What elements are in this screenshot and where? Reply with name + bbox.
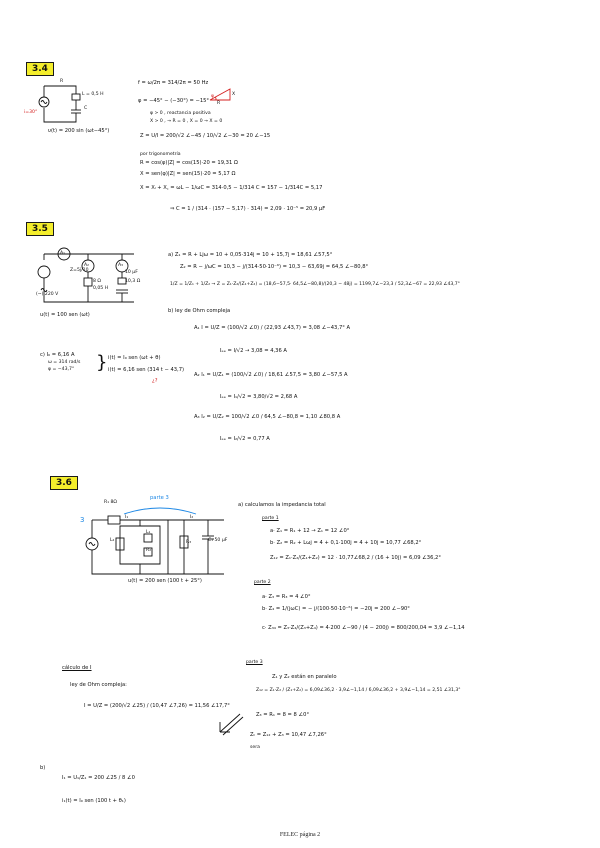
line-3-4-1: φ = −45° − (−30°) = −15° [138,98,210,104]
parte-1-line-0: a· Z₁ = R₁ + 12 → Z₁ = 12 ∠0° [270,528,350,534]
circuit-label-l: L = 0,5 H [82,92,104,97]
parte-3-label: parte 3 [150,495,169,501]
section-tag-3-6: 3.6 [50,476,78,490]
source-equation-3-6: u(t) = 200 sen (100 t + 25°) [128,578,202,584]
line-3-4-5: por trigonometría [140,152,181,157]
part-a-3-5-1: Z₂ = R − j/ωC = 10,3 − j/(314·50·10⁻⁶) = 10,3 − 63,69j = 64,5 ∠−80,8° [180,264,369,270]
parte-3-line-0: Z₁ y Z₂ están en paralelo [272,674,337,680]
part-b-3-5-5: Iₑₑ = I₂/√2 = 0,77 A [220,436,270,442]
circuit-diagram-3-4 [36,80,96,128]
line-3-4-9: ⇒ C = 1 / (314 · (157 − 5,17) · 314) = 2,09 · 10⁻⁵ = 20,9 μF [170,206,326,212]
ammeter-a1-label: A₁ [60,251,65,256]
parte-2-label: parte 2 [254,580,271,585]
circuit-label-r1: R₁ 8Ω [104,500,117,505]
circuit-label-103ohm: 10,3 Ω [125,279,141,284]
line-3-4-4: Z = U/I = 200/√2 ∠−45 / 10/√2 ∠−30 = 20 ∠−15 [140,133,271,139]
circuit-label-i1: I₁ [125,515,129,520]
part-a-heading-3-6: a) calculamos la impedancia total [238,502,326,508]
parte-3-label-b: parte 3 [246,660,263,665]
part-b-3-5-3: Iₑₑ = I₁/√2 = 3,80/√2 = 2,68 A [220,394,298,400]
parte-1-line-1: b· Z₂ = R₂ + Lωj = 4 + 0,1·100j = 4 + 10j = 10,77 ∠68,2° [270,540,422,546]
circuit-label-r3: R₃ [186,540,192,545]
intensidad-sub: ley de Ohm compleja: [70,682,127,688]
line-3-4-2: φ > 0 , reactancia positiva [150,111,211,116]
page-footer: FELEC página 2 [279,832,321,838]
part-b-3-6-0: I₁ = U₁/Z₁ = 200 ∠25 / 8 ∠0 [62,775,135,781]
parte-3-line-3: Zₜ = Z₁₂ + Z₃ = 10,47 ∠7,26° [250,732,327,738]
line-3-4-0: f = ω/2π = 314/2π = 50 Hz [138,80,209,86]
parte-3-bracket [120,500,200,516]
circuit-label-c: C [84,106,88,111]
line-3-4-3: X > 0 , → R = 0 , X = 0 → X = 0 [150,119,223,124]
circuit-label-r: R [60,79,64,84]
arrow-left [214,712,244,736]
brace: } [96,352,108,373]
part-b-3-5-1: Iₑₑ = I/√2 → 3,08 = 4,36 A [220,348,287,354]
part-c-3-5-1: ω = 314 rad/s [48,360,81,365]
circuit-label-3: 3 [80,516,85,524]
part-c-3-5-0: c) I₀ = 6,16 A [40,352,75,358]
parte-2-line-0: a· Z₃ = R₃ = 4 ∠0° [262,594,311,600]
ammeter-a3-label: A₃ [118,263,123,268]
line-3-4-6: R = cos(φ)|Z| = cos(15)·20 = 19,31 Ω [140,160,238,166]
parte-1-label: parte 1 [262,516,279,521]
parte-2-line-1: b· Z₄ = 1/(jωC) = − j/(100·50·10⁻⁶) = −20j = 200 ∠−90° [262,606,410,612]
parte-2-line-2: c· Z₃₄ = Z₃·Z₄/(Z₃+Z₄) = 4·200 ∠−90 / (4 − 200j) = 800/200,04 = 3,9 ∠−1,14 [262,625,465,631]
circuit-label-220v: (~) 220 V [36,292,59,297]
circuit-label-c1: C₁ 50 μF [208,538,228,543]
part-b-3-5-0: A₁ I = U/Z = (100/√2 ∠0) / (22,93 ∠43,7) = 3,08 ∠−43,7° A [194,325,351,331]
source-equation-3-4: υ(t) = 200 sin (ωt−45°) [48,128,110,134]
part-c-result-1: i(t) = 6,16 sen (314 t − 43,7) [108,367,185,373]
ammeter-a2-label: A₂ [84,263,89,268]
intensidad-equation: I = U/Z = (200/√2 ∠25) / (10,47 ∠7,26) = 11,56 ∠17,7° [84,703,230,709]
line-3-4-8: X = Xₗ + X꜀ = ωL − 1/ωC = 314·0,5 − 1/314 C = 157 − 1/314C = 5,17 [140,185,323,191]
part-c-3-5-2: φ = −43,7° [48,367,75,372]
part-b-3-6-1: i₁(t) = I₀ sen (100 t + θ₁) [62,798,126,804]
parte-1-line-2: Z₁₂ = Z₁·Z₂/(Z₁+Z₂) = 12 · 10,77∠68,2 / (16 + 10j) = 6,09 ∠36,2° [270,555,441,561]
part-b-heading-3-5: b) ley de Ohm compleja [168,308,231,314]
part-b-3-5-2: A₂ I₁ = U/Z₁ = (100/√2 ∠0) / 18,61 ∠57,5 = 3,80 ∠−57,5 A [194,372,348,378]
part-b-3-5-4: A₃ I₂ = U/Z₂ = 100/√2 ∠0 / 64,5 ∠−80,8 = 1,10 ∠80,8 A [194,414,341,420]
circuit-label-l2: L₂ [110,538,115,543]
part-a-3-5-0: a) Z₁ = R + Ljω = 10 + 0,05·314j = 10 + 15,7j = 18,61 ∠57,5° [168,252,333,258]
circuit-label-005h: 0,05 H [93,286,109,291]
circuit-label-z: Z=5j/10 [70,268,89,273]
section-tag-3-5: 3.5 [26,222,54,236]
circuit-label-l1: L₁ [146,530,151,535]
part-a-3-5-2: 1/Z = 1/Z₁ + 1/Z₂ → Z = Z₁·Z₂/(Z₁+Z₂) = (18,6−57,5· 64,5∠−80,8)/(20,3 − 48j) = 1199,7∠−23,3 / 52,3∠−67 = 22,93 ∠43,7° [170,282,460,287]
part-c-result-0: i(t) = I₀ sen (ωt + θ) [108,355,161,361]
part-c-note: ¿? [152,378,158,384]
triangle-label-r: R [217,101,221,106]
parte-3-note: sera [250,745,260,750]
parte-3-line-2: Z₃ = R₁ = 8 = 8 ∠0° [256,712,310,718]
intensidad-heading: cálculo de I [62,665,92,671]
parte-3-line-1: Z₁₂ = Z₁·Z₂ / (Z₁+Z₂) = 6,09∠36,2 · 3,9∠−1,14 / 6,09∠36,2 + 3,9∠−1,14 = 2,51 ∠31,3° [256,688,461,693]
part-b-label-3-6: b) [40,765,46,771]
circuit-label-r2: R₂ [146,548,152,553]
circuit-label-10uf: 10 μF [125,270,138,275]
section-tag-3-4: 3.4 [26,62,54,76]
circuit-label-i2: I₂ [190,515,194,520]
triangle-label-x: X [232,92,236,97]
circuit-label-8ohm: 8 Ω [93,279,101,284]
source-equation-3-5: u(t) = 100 sen (ωt) [40,312,90,318]
line-3-4-7: X = sen(φ)|Z| = sen(15)·20 = 5,17 Ω [140,171,236,177]
circuit-label-current: i=30° [24,110,38,115]
triangle-label-phi: φ [211,94,215,99]
